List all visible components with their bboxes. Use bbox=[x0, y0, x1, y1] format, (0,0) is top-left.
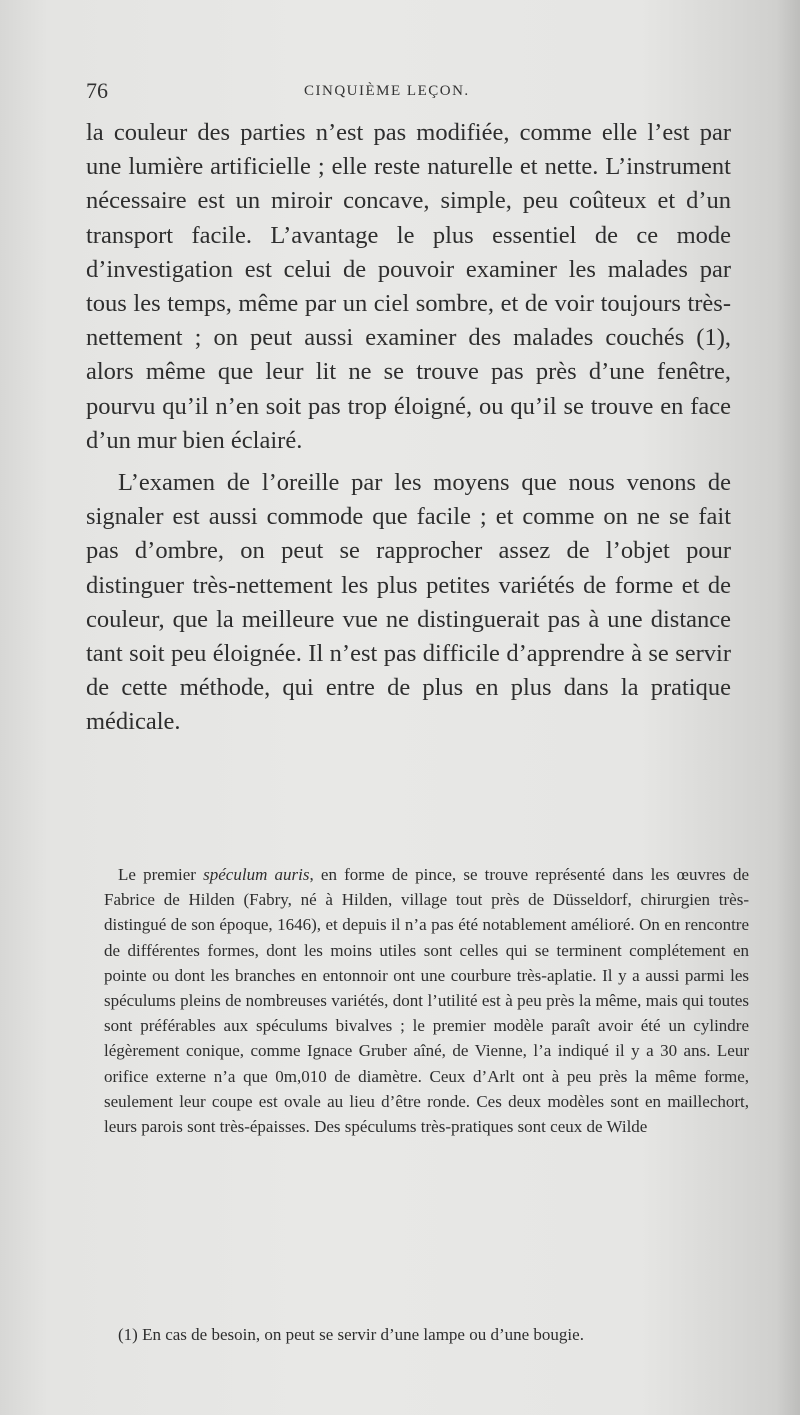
paragraph-2: L’examen de l’oreille par les moyens que nous venons de signaler est aussi commode que facile ; et comme on ne se fait pas d’ombre, on peut se rapprocher assez de l’objet pour distinguer très-nettement les plus petites variétés de forme et de couleur, que la meilleure vue ne distinguerait pas à une distance tant soit peu éloignée. Il n’est pas difficile d’apprendre à se servir de cette méthode, qui entre de plus en plus dans la pratique médicale. bbox=[86, 469, 731, 736]
page-number: 76 bbox=[86, 78, 108, 103]
note-italic-term: spéculum auris bbox=[203, 865, 310, 884]
note-paragraph bbox=[104, 862, 749, 1139]
running-head: CINQUIÈME LEÇON. bbox=[304, 83, 470, 99]
main-text bbox=[86, 116, 731, 740]
footnote: (1) En cas de besoin, on peut se servir d’une lampe ou d’une bougie. bbox=[118, 1325, 584, 1344]
paragraph-1: la couleur des parties n’est pas modifiée, comme elle l’est par une lumière artificielle ; elle reste naturelle et nette. L’instrument nécessaire est un miroir concave, simple, peu coûteux et d’un transport facile. L’avantage le plus essentiel de ce mode d’investigation est celui de pouvoir examiner les malades par tous les temps, même par un ciel sombre, et de voir toujours très-nettement ; on peut aussi examiner des malades couchés (1), alors même que leur lit ne se trouve pas près d’une fenêtre, pourvu qu’il n’en soit pas trop éloigné, ou qu’il se trouve en face d’un mur bien éclairé. bbox=[86, 119, 731, 454]
page-header bbox=[86, 78, 750, 108]
note-rest: , en forme de pince, se trouve représenté dans les œuvres de Fabrice de Hilden (Fabry, né à Hilden, village tout près de Düsseldorf, chirurgien très-distingué de son époque, 1646), et depuis il n’a pas été notablement amélioré. On en rencontre de différentes formes, dont les moins utiles sont celles qui se terminent complétement en pointe ou dont les branches en entonnoir ont une courbure très-aplatie. Il y a aussi parmi les spéculums pleins de nombreuses variétés, dont l’utilité est à peu près la même, mais qui toutes sont préférables aux spéculums bivalves ; le premier modèle paraît avoir été un cylindre légèrement conique, comme Ignace Gruber aîné, de Vienne, l’a indiqué il y a 30 ans. Leur orifice externe n’a que 0m,010 de diamètre. Ceux d’Arlt ont à peu près la même forme, seulement leur coupe est ovale au lieu d’être ronde. Ces deux modèles sont en maillechort, leurs parois sont très-épaisses. Des spéculums très-pratiques sont ceux de Wilde bbox=[104, 865, 749, 1137]
note-lead: Le premier bbox=[118, 865, 204, 884]
